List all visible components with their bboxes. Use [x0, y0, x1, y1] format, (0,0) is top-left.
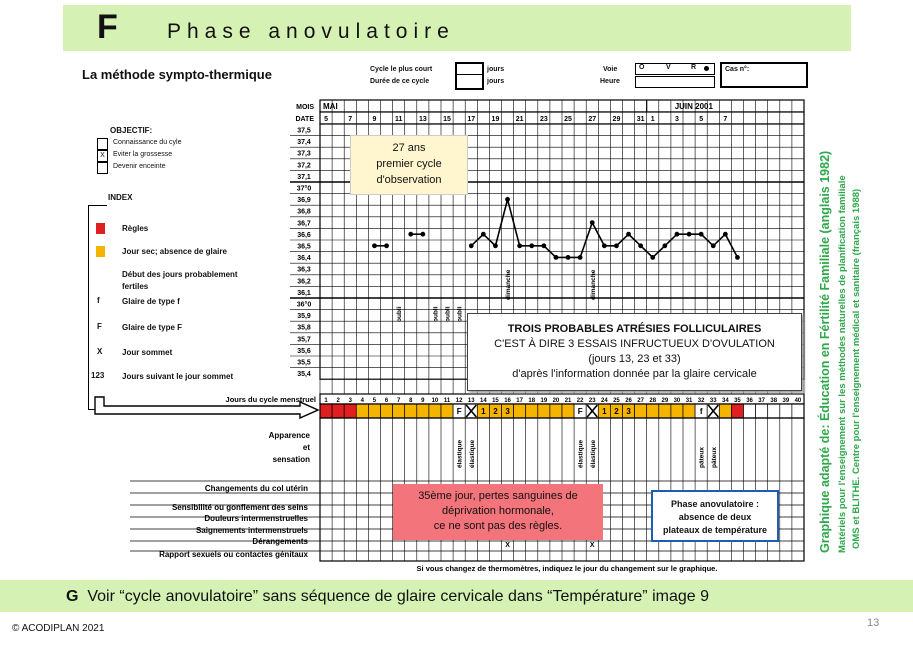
- mucus-cell: [381, 404, 393, 418]
- derangement-mark: X: [589, 542, 595, 549]
- mucus-cell: [731, 404, 743, 418]
- cycle-day-number: 30: [673, 398, 681, 404]
- temperature-tick: 36°0: [296, 301, 312, 309]
- cycle-day-number: 18: [528, 398, 536, 404]
- temperature-tick: 37°0: [296, 185, 312, 193]
- bottom-letter: G: [66, 588, 79, 605]
- source-credit-3: OMS et BLITHE. Centre pour l'enseignement médical et sanitaire (français 1988): [851, 188, 862, 549]
- date-cell: 31: [636, 116, 645, 123]
- date-cell: 9: [372, 116, 377, 123]
- cycle-day-number: 3: [348, 398, 352, 404]
- observation-label: Douleurs intermenstruelles: [204, 514, 308, 523]
- legend-symbol: 123: [91, 371, 105, 380]
- mucus-cell: [514, 404, 526, 418]
- cycle-day-number: 17: [516, 398, 523, 404]
- mucus-cell: [550, 404, 562, 418]
- temperature-point: [638, 243, 643, 248]
- legend-label: Glaire de type F: [122, 323, 183, 332]
- mucus-symbol: F: [577, 407, 583, 416]
- legend-symbol: X: [97, 347, 103, 356]
- day-note: oubli: [432, 306, 440, 322]
- mucus-note: élastique: [577, 439, 585, 468]
- cycle-day-number: 23: [588, 398, 596, 404]
- temperature-tick: 36,4: [297, 255, 311, 263]
- cycle-day-number: 14: [480, 398, 487, 404]
- section-letter: F: [97, 8, 118, 46]
- temperature-tick: 36,2: [297, 278, 311, 286]
- date-cell: 1: [650, 116, 655, 123]
- days-unit: jours: [487, 78, 505, 85]
- cycle-day-number: 10: [431, 398, 439, 404]
- bottom-note: [66, 588, 709, 606]
- cycle-day-number: 7: [396, 398, 401, 404]
- page-title: Phase anovulatoire: [167, 20, 455, 43]
- temperature-point: [723, 232, 728, 237]
- date-cell: 5: [699, 116, 704, 123]
- date-cell: 7: [348, 116, 353, 123]
- mucus-note: élastique: [589, 439, 597, 468]
- temperature-point: [529, 243, 534, 248]
- anovulatory-phase-note: [651, 490, 779, 542]
- temperature-tick: 35,8: [297, 324, 311, 332]
- temperature-tick: 37,1: [297, 173, 311, 181]
- mucus-symbol: 1: [481, 407, 486, 416]
- day-note: oubli: [396, 306, 404, 322]
- date-cell: 21: [515, 116, 524, 123]
- cycle-day-number: 36: [746, 398, 753, 404]
- cycle-day-number: 37: [758, 398, 765, 404]
- mucus-cell: [526, 404, 538, 418]
- cycle-day-number: 26: [625, 398, 632, 404]
- cycle-day-number: 11: [443, 398, 451, 404]
- note-line: d'après l'information donnée par la glaire cervicale: [512, 368, 757, 380]
- mucus-cell: [744, 404, 756, 418]
- temperature-tick: 35,6: [297, 347, 311, 355]
- cycle-day-number: 24: [601, 398, 608, 404]
- temperature-tick: 37,5: [297, 127, 311, 135]
- temperature-tick: 35,4: [297, 371, 311, 379]
- date-label: DATE: [295, 116, 314, 123]
- legend-label: Jour sec; absence de glaire: [122, 247, 227, 256]
- date-cell: 27: [588, 116, 597, 123]
- observation-note: [350, 135, 468, 195]
- temperature-point: [735, 255, 740, 260]
- temperature-point: [662, 243, 667, 248]
- legend-label: Début des jours probablement fertiles: [122, 270, 238, 291]
- mucus-note: élastique: [468, 439, 476, 468]
- temperature-tick: 35,7: [297, 336, 311, 344]
- mucus-cell: [320, 404, 332, 418]
- mucus-cell: [792, 404, 804, 418]
- bleeding-note: [393, 484, 603, 540]
- temperature-tick: 36,1: [297, 289, 311, 297]
- date-cell: 5: [324, 116, 329, 123]
- mucus-symbol: 1: [602, 407, 607, 416]
- apparence-label: Apparence: [268, 431, 310, 440]
- voie-option-v[interactable]: V: [666, 64, 671, 71]
- date-cell: 17: [467, 116, 476, 123]
- temperature-tick: 36,7: [297, 220, 311, 228]
- voie-label: Voie: [603, 66, 618, 73]
- temperature-point: [626, 232, 631, 237]
- case-number-label: Cas n°:: [725, 66, 750, 73]
- note-line: 27 ans: [392, 142, 426, 154]
- note-line: d'observation: [376, 174, 442, 186]
- mucus-cell: [647, 404, 659, 418]
- temperature-point: [699, 232, 704, 237]
- cycle-day-number: 8: [409, 398, 413, 404]
- legend-label: Règles: [122, 224, 149, 233]
- apparence-label: et: [302, 443, 310, 452]
- temperature-point: [614, 243, 619, 248]
- voie-option-o[interactable]: O: [639, 64, 645, 71]
- cycle-day-number: 5: [372, 398, 377, 404]
- cycle-day-number: 40: [794, 398, 802, 404]
- observation-label: Saignements intermenstruels: [195, 526, 308, 535]
- heure-label: Heure: [600, 78, 620, 85]
- mucus-cell: [671, 404, 683, 418]
- apparence-label: sensation: [272, 455, 310, 464]
- note-line: plateaux de température: [662, 525, 768, 535]
- page-number: 13: [867, 617, 880, 629]
- mucus-cell: [562, 404, 574, 418]
- mucus-cell: [344, 404, 356, 418]
- date-cell: 7: [723, 116, 728, 123]
- temperature-point: [711, 243, 716, 248]
- temperature-tick: 37,2: [297, 162, 311, 170]
- cycle-day-row: [320, 394, 804, 404]
- cycle-day-number: 6: [384, 398, 389, 404]
- mucus-cell: [719, 404, 731, 418]
- observation-label: Dérangements: [252, 537, 308, 546]
- temperature-tick: 36,3: [297, 266, 311, 274]
- note-line: ce ne sont pas des règles.: [433, 520, 563, 532]
- legend-symbol: F: [97, 322, 102, 331]
- date-cell: 11: [394, 116, 403, 123]
- mucus-cell: [441, 404, 453, 418]
- mucus-cell: [368, 404, 380, 418]
- temperature-tick: 35,5: [297, 359, 311, 367]
- shortest-cycle-label: Cycle le plus court: [370, 66, 433, 73]
- date-cell: 13: [418, 116, 427, 123]
- note-line: TROIS PROBABLES ATRÉSIES FOLLICULAIRES: [507, 323, 762, 335]
- derangement-mark: X: [505, 542, 510, 549]
- cycle-day-number: 20: [552, 398, 560, 404]
- mucus-cell: [756, 404, 768, 418]
- temperature-point: [650, 255, 655, 260]
- mucus-note: pâteux: [698, 447, 706, 468]
- source-credit-2: Matériels pour l'enseignement sur les méthodes naturelles de planification familiale: [837, 175, 848, 553]
- legend-label: Glaire de type f: [122, 297, 180, 306]
- observation-label: Rapport sexuels ou contactes génitaux: [159, 550, 308, 559]
- method-title: La méthode sympto-thermique: [82, 67, 272, 82]
- temperature-point: [493, 243, 498, 248]
- mucus-cell: [429, 404, 441, 418]
- cycle-day-number: 19: [540, 398, 548, 404]
- cycle-day-number: 38: [770, 398, 778, 404]
- note-line: (jours 13, 23 et 33): [588, 353, 681, 365]
- date-cell: 23: [539, 116, 548, 123]
- temperature-tick: 35,9: [297, 313, 311, 321]
- temperature-point: [481, 232, 486, 237]
- temperature-tick: 37,3: [297, 150, 311, 158]
- source-credit-1: Graphique adapté de: Éducation en Fértilité Familiale (anglais 1982): [818, 150, 832, 553]
- cycle-duration-label: Durée de ce cycle: [370, 78, 430, 85]
- cycle-day-label: Jours du cycle menstruel: [225, 395, 316, 404]
- note-line: absence de deux: [678, 512, 752, 522]
- cycle-day-number: 33: [709, 398, 717, 404]
- cycle-day-number: 39: [782, 398, 790, 404]
- temperature-point: [505, 197, 510, 202]
- cycle-day-number: 35: [734, 398, 741, 404]
- observation-label: Sensibilité ou gonflement des seins: [171, 503, 308, 512]
- mucus-cell: [780, 404, 792, 418]
- mucus-note: élastique: [456, 439, 464, 468]
- temperature-point: [420, 232, 425, 237]
- cycle-day-number: 21: [564, 398, 572, 404]
- temperature-tick: 37,4: [297, 139, 311, 147]
- cycle-day-number: 1: [324, 398, 328, 404]
- legend-symbol: f: [97, 296, 100, 305]
- objectif-title: OBJECTIF:: [110, 126, 153, 135]
- copyright: © ACODIPLAN 2021: [12, 623, 105, 634]
- temperature-point: [566, 255, 571, 260]
- cycle-day-number: 4: [360, 398, 365, 404]
- cycle-day-number: 16: [504, 398, 511, 404]
- temperature-point: [408, 232, 413, 237]
- mucus-symbol: f: [699, 407, 703, 416]
- cycle-day-number: 25: [613, 398, 620, 404]
- note-line: premier cycle: [376, 158, 442, 170]
- cycle-day-number: 15: [492, 398, 499, 404]
- cycle-day-number: 13: [467, 398, 475, 404]
- mucus-symbol: 3: [626, 407, 631, 416]
- mucus-cell: [659, 404, 671, 418]
- mucus-cell: [768, 404, 780, 418]
- temperature-point: [384, 243, 389, 248]
- mucus-note: pâteux: [710, 447, 718, 468]
- cycle-day-number: 32: [697, 398, 705, 404]
- objectif-checkbox[interactable]: X: [97, 150, 108, 162]
- objectif-label: Eviter la grossesse: [113, 151, 173, 158]
- temperature-tick: 36,6: [297, 231, 311, 239]
- mucus-cell: [417, 404, 429, 418]
- mucus-cell: [538, 404, 550, 418]
- date-cell: 19: [491, 116, 500, 123]
- mucus-cell: [393, 404, 405, 418]
- temperature-point: [687, 232, 692, 237]
- cycle-day-number: 12: [455, 398, 463, 404]
- atresia-note: [467, 313, 802, 391]
- date-cell: 3: [674, 116, 679, 123]
- index-title: INDEX: [108, 193, 133, 202]
- mucus-symbol: 2: [614, 407, 619, 416]
- temperature-point: [578, 255, 583, 260]
- mucus-cell: [683, 404, 695, 418]
- temperature-point: [554, 255, 559, 260]
- mucus-cell: [356, 404, 368, 418]
- note-line: 35ème jour, pertes sanguines de: [418, 490, 578, 502]
- day-note: oubli: [456, 306, 464, 322]
- temperature-point: [675, 232, 680, 237]
- month-label: MAI: [323, 102, 338, 111]
- mucus-cell: [405, 404, 417, 418]
- temperature-point: [517, 243, 522, 248]
- objectif-label: Devenir enceinte: [113, 163, 166, 170]
- mois-label: MOIS: [296, 104, 314, 111]
- day-note: oubli: [444, 306, 452, 322]
- cycle-day-number: 2: [336, 398, 340, 404]
- cycle-day-number: 29: [661, 398, 669, 404]
- cycle-day-number: 9: [421, 398, 425, 404]
- note-line: déprivation hormonale,: [442, 505, 554, 517]
- temperature-point: [541, 243, 546, 248]
- date-cell: 25: [564, 116, 572, 123]
- mucus-cell: [332, 404, 344, 418]
- observation-label: Changements du col utérin: [204, 484, 308, 493]
- voie-option-r[interactable]: R: [691, 64, 697, 71]
- cycle-day-number: 27: [637, 398, 644, 404]
- day-note: dimanche: [589, 269, 597, 300]
- day-note: dimanche: [505, 269, 513, 300]
- date-cell: 15: [443, 116, 451, 123]
- mucus-symbol: F: [456, 407, 462, 416]
- thermometer-note: Si vous changez de thermomètres, indiquez le jour du changement sur le graphique.: [416, 564, 718, 573]
- cycle-day-number: 31: [685, 398, 693, 404]
- temperature-point: [590, 220, 595, 225]
- note-line: C'EST À DIRE 3 ESSAIS INFRUCTUEUX D'OVULATION: [494, 338, 775, 350]
- note-line: Phase anovulatoire :: [670, 499, 760, 509]
- temperature-point: [602, 243, 607, 248]
- temperature-point: [469, 243, 474, 248]
- mucus-cell: [635, 404, 647, 418]
- bottom-text: Voir “cycle anovulatoire” sans séquence de glaire cervicale dans “Température” image 9: [87, 588, 709, 605]
- temperature-tick: 36,5: [297, 243, 311, 251]
- legend-label: Jours suivant le jour sommet: [122, 372, 234, 381]
- temperature-tick: 36,9: [297, 197, 311, 205]
- cycle-day-number: 28: [649, 398, 657, 404]
- days-unit: jours: [487, 66, 505, 73]
- temperature-point: [372, 243, 377, 248]
- date-cell: 29: [612, 116, 621, 123]
- cycle-day-number: 22: [576, 398, 584, 404]
- temperature-tick: 36,8: [297, 208, 311, 216]
- objectif-label: Connaissance du cyle: [113, 139, 182, 146]
- mucus-symbol: 2: [493, 407, 498, 416]
- month-label: JUIN 2001: [674, 102, 713, 111]
- mucus-symbol: 3: [505, 407, 510, 416]
- cycle-day-number: 34: [722, 398, 729, 404]
- legend-label: Jour sommet: [122, 348, 173, 357]
